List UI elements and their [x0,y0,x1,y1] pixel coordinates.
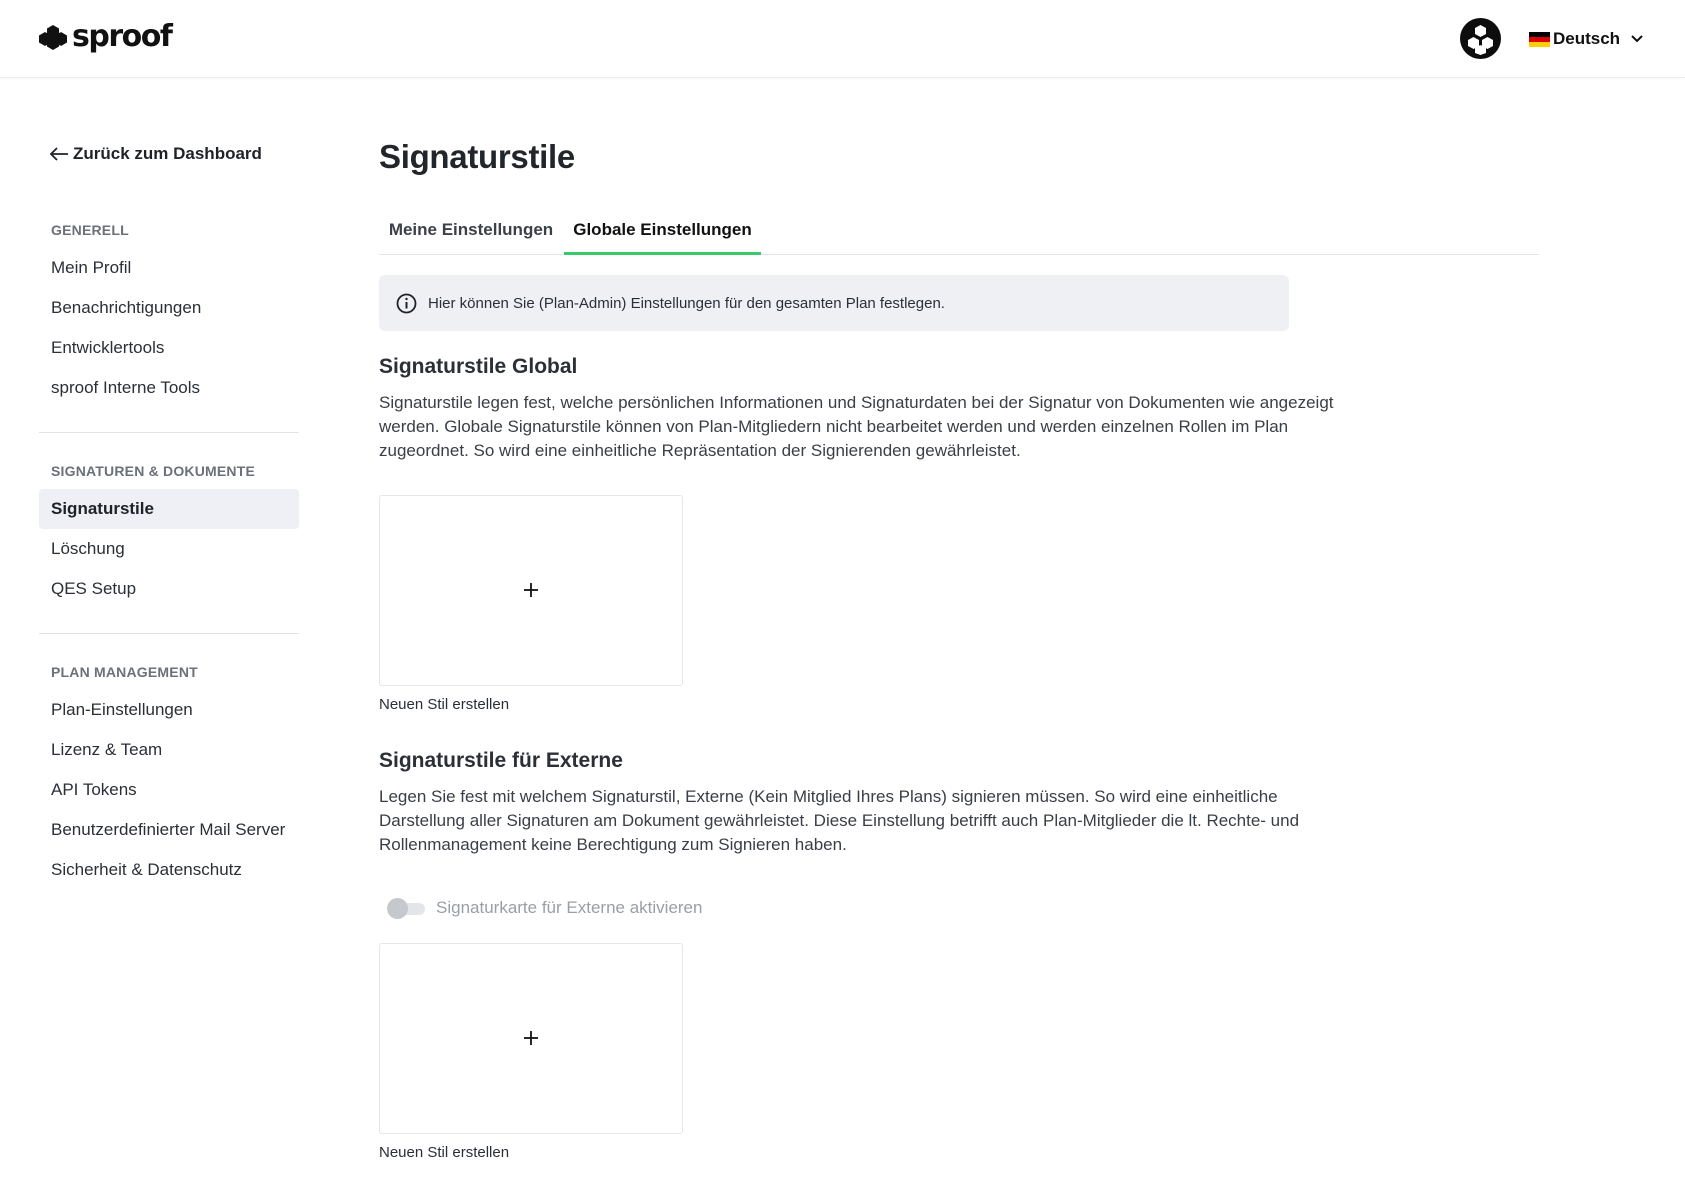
section-title-global: Signaturstile Global [379,355,578,378]
sidebar-item-benachrichtigungen[interactable]: Benachrichtigungen [51,298,202,317]
info-banner [379,275,1289,331]
sidebar-item-plan-einstellungen[interactable]: Plan-Einstellungen [51,700,193,719]
section-heading-signaturen: SIGNATUREN & DOKUMENTE [51,463,256,479]
toggle-knob [387,898,408,919]
user-avatar[interactable] [1460,18,1501,59]
settings-tabs [379,210,1539,255]
tab-meine-einstellungen[interactable]: Meine Einstellungen [388,220,554,239]
language-label: Deutsch [1553,29,1621,48]
back-to-dashboard-link[interactable] [49,144,262,164]
section-title-externe: Signaturstile für Externe [379,749,623,772]
new-style-card-global[interactable] [379,495,683,686]
externe-signature-toggle[interactable] [387,898,425,918]
logo-text: sproof [72,19,172,54]
section-heading-plan-management: PLAN MANAGEMENT [51,664,198,680]
toggle-label: Signaturkarte für Externe aktivieren [436,898,703,917]
sidebar-item-api-tokens[interactable]: API Tokens [51,780,137,799]
info-icon [396,293,417,314]
sidebar-item-qes-setup[interactable]: QES Setup [51,579,137,598]
german-flag-icon [1529,32,1550,47]
arrow-left-icon [49,147,69,161]
sidebar-divider [39,633,299,634]
externe-toggle-row [387,894,702,922]
logo-hexagons-icon [38,22,68,52]
page-title: Signaturstile [379,138,575,175]
top-bar [0,0,1685,78]
section-description-global: Signaturstile legen fest, welche persönlichen Informationen und Signaturdaten bei der Signatur von Dokumenten wie angezeigt werden. Globale Signaturstile können von Plan-Mitgliedern nicht bearbeitet werden und werden einzelnen Rollen im Plan zugeordnet. So wird eine einheitliche Repräsentation der Signierenden gewährleistet. [379,393,1334,460]
sidebar-divider [39,432,299,433]
section-heading-generell: GENERELL [51,222,129,238]
back-label: Zurück zum Dashboard [73,144,262,163]
section-description-externe: Legen Sie fest mit welchem Signaturstil, Externe (Kein Mitglied Ihres Plans) signieren müssen. So wird eine einheitliche Darstellung aller Signaturen am Dokument gewährleistet. Diese Einstellung betrifft auch Plan-Mitglieder die lt. Rechte- und Rollenmanagement keine Berechtigung zum Signieren haben. [379,787,1300,854]
plus-icon [523,582,539,598]
sidebar-item-signaturstile[interactable]: Signaturstile [39,489,299,529]
sproof-logo[interactable] [38,20,171,54]
new-style-caption: Neuen Stil erstellen [379,1144,510,1161]
new-style-caption: Neuen Stil erstellen [379,696,510,713]
language-selector[interactable] [1529,26,1644,52]
sidebar-item-lizenz-team[interactable]: Lizenz & Team [51,740,163,759]
sidebar-item-sproof-interne-tools[interactable]: sproof Interne Tools [51,378,200,397]
new-style-card-externe[interactable] [379,943,683,1134]
sidebar-item-sicherheit-datenschutz[interactable]: Sicherheit & Datenschutz [51,860,242,879]
sidebar-item-entwicklertools[interactable]: Entwicklertools [51,338,165,357]
chevron-down-icon [1630,34,1644,44]
info-text: Hier können Sie (Plan-Admin) Einstellungen für den gesamten Plan festlegen. [428,294,945,312]
plus-icon [523,1030,539,1046]
avatar-hexagon-icon [1460,18,1501,59]
sidebar-item-mail-server[interactable]: Benutzerdefinierter Mail Server [51,820,286,839]
sidebar-item-loeschung[interactable]: Löschung [51,539,125,558]
sidebar-item-mein-profil[interactable]: Mein Profil [51,258,132,277]
tab-globale-einstellungen[interactable]: Globale Einstellungen [564,210,761,255]
